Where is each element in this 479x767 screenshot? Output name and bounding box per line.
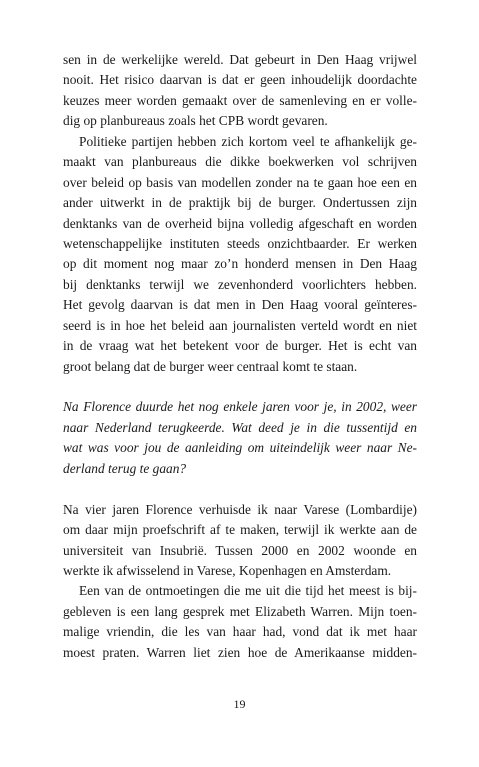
text-line: Na vier jaren Florence verhuisde ik naar Varese (Lombardije) bbox=[63, 501, 417, 517]
text-line: naar Nederland terugkeerde. Wat deed je in die tussentijd en bbox=[63, 419, 417, 435]
text-line: Een van de ontmoetingen die me uit die tijd het meest is bij- bbox=[79, 583, 417, 599]
text-line: malige vriendin, die les van haar had, vond dat ik met haar bbox=[63, 624, 417, 640]
text-line: seerd is in hoe het beleid aan journalisten verteld wordt en niet bbox=[63, 317, 417, 333]
text-line: over beleid op basis van modellen zonder na te gaan hoe een en bbox=[63, 174, 417, 190]
text-line: wat was voor jou de aanleiding om uiteindelijk weer naar Ne- bbox=[63, 440, 417, 456]
paragraph-1 bbox=[63, 50, 417, 132]
text-line: op dit moment nog maar zo’n honderd mensen in Den Haag bbox=[63, 256, 417, 272]
paragraph-4 bbox=[63, 581, 417, 663]
text-line: keuzes meer worden gemaakt over de samenleving en er volle- bbox=[63, 92, 417, 108]
paragraph-2 bbox=[63, 132, 417, 377]
text-line: gebleven is een lang gesprek met Elizabeth Warren. Mijn toen- bbox=[63, 603, 417, 619]
page-number: 19 bbox=[233, 697, 246, 711]
text-line: Na Florence duurde het nog enkele jaren voor je, in 2002, weer bbox=[63, 399, 417, 415]
text-line: wetenschappelijke instituten steeds onzichtbaarder. Er werken bbox=[63, 235, 417, 251]
text-line: in de vraag wat het betekent voor de burger. Het is echt van bbox=[63, 338, 417, 354]
text-line: Politieke partijen hebben zich kortom veel te afhankelijk ge- bbox=[79, 133, 417, 149]
paragraph-gap bbox=[63, 479, 417, 499]
paragraph-gap bbox=[63, 377, 417, 397]
text-line: ander uitwerkt in de praktijk bij de burger. Ondertussen zijn bbox=[63, 195, 417, 211]
text-line: nooit. Het risico daarvan is dat er geen inhoudelijk doordachte bbox=[63, 72, 417, 88]
text-line: om daar mijn proefschrift af te maken, terwijl ik werkte aan de bbox=[63, 522, 417, 538]
text-line: dig op planbureaus zoals het CPB wordt gevaren. bbox=[63, 113, 328, 129]
interview-question bbox=[63, 397, 417, 479]
text-line: werkte ik afwisselend in Varese, Kopenhagen en Amsterdam. bbox=[63, 562, 392, 578]
text-line: bij denktanks terwijl we zevenhonderd voorlichters hebben. bbox=[63, 276, 417, 292]
paragraph-3 bbox=[63, 500, 417, 582]
text-line: Het gevolg daarvan is dat men in Den Haag vooral geïnteres- bbox=[63, 297, 417, 313]
text-line: universiteit van Insubrië. Tussen 2000 en 2002 woonde en bbox=[63, 542, 417, 558]
text-line: derland terug te gaan? bbox=[63, 460, 187, 476]
page-body bbox=[63, 50, 417, 663]
text-line: groot belang dat de burger weer centraal komt te staan. bbox=[63, 358, 358, 374]
text-line: sen in de werkelijke wereld. Dat gebeurt in Den Haag vrijwel bbox=[63, 52, 417, 67]
text-line: denktanks van de overheid bijna volledig afgeschaft en worden bbox=[63, 215, 417, 231]
text-line: moest praten. Warren liet zien hoe de Amerikaanse midden- bbox=[63, 644, 417, 660]
text-line: maakt van planbureaus die dikke boekwerken vol schrijven bbox=[63, 154, 417, 170]
